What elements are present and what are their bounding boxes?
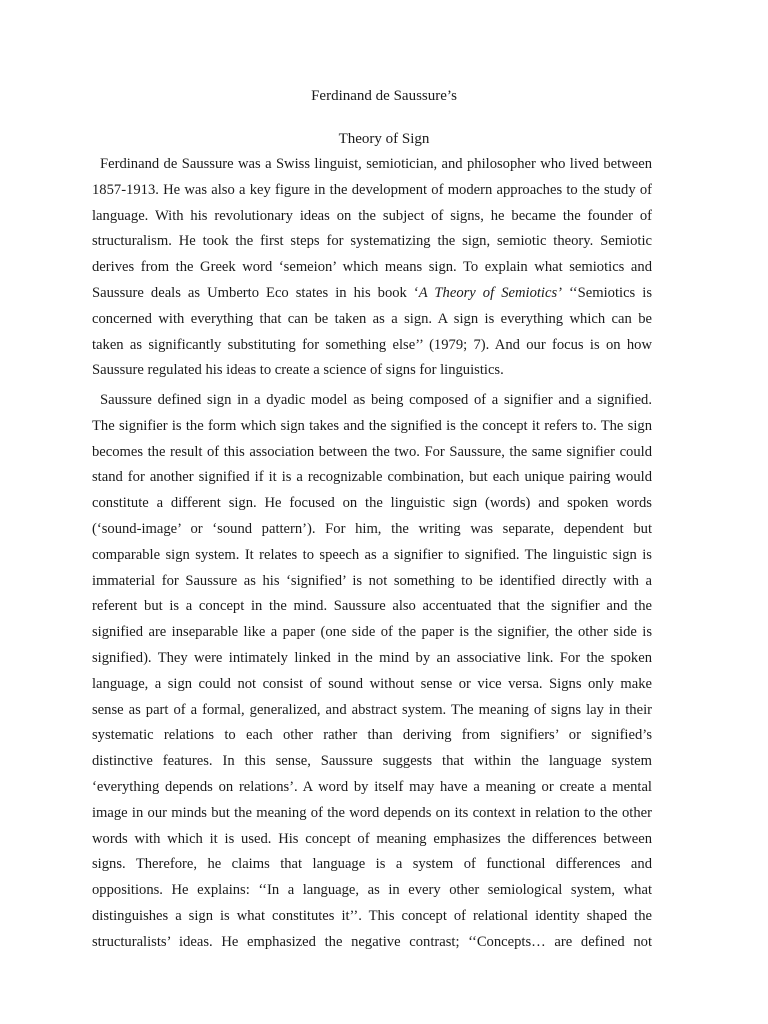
text-line: stand for another signified if it is a recognizable combination, but each unique pairing would bbox=[92, 469, 652, 486]
text-line: Saussure defined sign in a dyadic model as being composed of a signifier and a signified. bbox=[100, 392, 652, 408]
text-segment: Saussure deals as Umberto Eco states in his book ‘ bbox=[92, 284, 419, 301]
text-line: The signifier is the form which sign takes and the signified is the concept it refers to. The sign bbox=[92, 417, 652, 434]
text-line: ‘everything depends on relations’. A word by itself may have a meaning or create a mental bbox=[92, 778, 652, 795]
text-line: becomes the result of this association between the two. For Saussure, the same signifier could bbox=[92, 443, 652, 460]
text-line: taken as significantly substituting for something else’’ (1979; 7). And our focus is on how bbox=[92, 336, 652, 353]
text-line: Saussure regulated his ideas to create a science of signs for linguistics. bbox=[92, 362, 504, 379]
paragraph-1 bbox=[92, 152, 652, 384]
text-line: image in our minds but the meaning of the word depends on its context in relation to the other bbox=[92, 804, 652, 821]
text-segment: ‘‘Semiotics is bbox=[562, 284, 652, 301]
title-line-1: Ferdinand de Saussure’s bbox=[311, 88, 457, 104]
text-line: constitute a different sign. He focused on the linguistic sign (words) and spoken words bbox=[92, 495, 652, 512]
text-line: (‘sound-image’ or ‘sound pattern’). For him, the writing was separate, dependent but bbox=[92, 520, 652, 537]
text-line: signified are inseparable like a paper (one side of the paper is the signifier, the other side is bbox=[92, 624, 652, 641]
text-line: language, a sign could not consist of sound without sense or vice versa. Signs only make bbox=[92, 675, 652, 692]
text-line: 1857-1913. He was also a key figure in the development of modern approaches to the study of bbox=[92, 181, 652, 198]
text-line: oppositions. He explains: ‘‘In a language, as in every other semiological system, what bbox=[92, 882, 652, 899]
text-line: signs. Therefore, he claims that language is a system of functional differences and bbox=[92, 856, 652, 873]
text-line: immaterial for Saussure as his ‘signified’ is not something to be identified directly with a bbox=[92, 572, 652, 589]
text-line: words with which it is used. His concept of meaning emphasizes the differences between bbox=[92, 830, 652, 847]
text-line: sense as part of a formal, generalized, and abstract system. The meaning of signs lay in their bbox=[92, 701, 652, 718]
text-line: distinguishes a sign is what constitutes it’’. This concept of relational identity shaped the bbox=[92, 907, 652, 924]
text-line: signified). They were intimately linked in the mind by an associative link. For the spoken bbox=[92, 649, 652, 666]
book-title: A Theory of Semiotics’ bbox=[418, 284, 562, 301]
text-line: structuralists’ ideas. He emphasized the negative contrast; ‘‘Concepts… are defined not bbox=[92, 933, 652, 950]
title-line-2: Theory of Sign bbox=[338, 131, 430, 147]
text-line: comparable sign system. It relates to speech as a signifier to signified. The linguistic sign is bbox=[92, 546, 652, 563]
text-line: structuralism. He took the first steps for systematizing the sign, semiotic theory. Semiotic bbox=[92, 233, 652, 250]
text-line: derives from the Greek word ‘semeion’ which means sign. To explain what semiotics and bbox=[92, 259, 652, 276]
text-line: referent but is a concept in the mind. Saussure also accentuated that the signifier and the bbox=[92, 598, 652, 615]
text-line: concerned with everything that can be taken as a sign. A sign is everything which can be bbox=[92, 310, 652, 327]
text-line-with-book-title bbox=[92, 281, 652, 307]
text-line: systematic relations to each other rather than deriving from signifiers’ or signified’s bbox=[92, 727, 652, 744]
text-line: distinctive features. In this sense, Saussure suggests that within the language system bbox=[92, 753, 652, 770]
text-line: language. With his revolutionary ideas on the subject of signs, he became the founder of bbox=[92, 207, 652, 224]
text-line: Ferdinand de Saussure was a Swiss linguist, semiotician, and philosopher who lived between bbox=[100, 156, 652, 172]
paragraph-2 bbox=[92, 388, 652, 956]
